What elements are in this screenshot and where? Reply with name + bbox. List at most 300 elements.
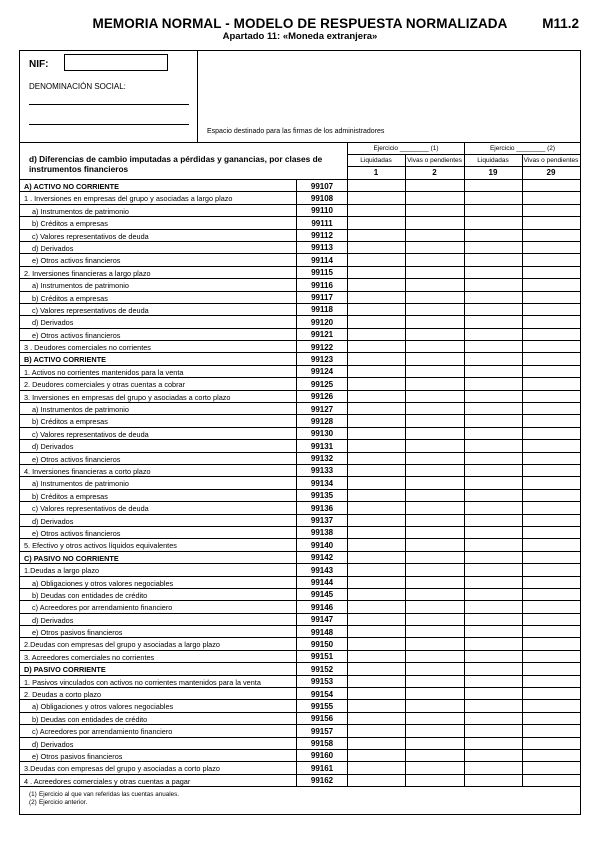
input-cell[interactable] xyxy=(405,415,464,426)
row-code: 99131 xyxy=(296,440,347,451)
input-cell[interactable] xyxy=(405,403,464,414)
input-cell[interactable] xyxy=(347,180,405,191)
input-cell[interactable] xyxy=(347,564,405,575)
input-cell[interactable] xyxy=(347,391,405,402)
input-cell[interactable] xyxy=(464,192,522,203)
input-cell[interactable] xyxy=(405,775,464,786)
input-cell[interactable] xyxy=(347,738,405,749)
row-label: 2. Deudores comerciales y otras cuentas a cobrar xyxy=(24,380,186,390)
row-label: b) Créditos a empresas xyxy=(32,491,108,501)
col-liquidadas-1: Liquidadas xyxy=(360,157,392,164)
row-code: 99123 xyxy=(296,353,347,364)
input-cell[interactable] xyxy=(405,440,464,451)
section-title: d) Diferencias de cambio imputadas a pérdidas y ganancias, por clases de instrumentos financieros xyxy=(29,154,323,174)
table-row xyxy=(20,180,580,192)
input-cell[interactable] xyxy=(522,428,580,439)
input-cell[interactable] xyxy=(464,515,522,526)
input-cell[interactable] xyxy=(522,552,580,563)
input-cell[interactable] xyxy=(405,267,464,278)
input-cell[interactable] xyxy=(522,490,580,501)
input-cell[interactable] xyxy=(347,366,405,377)
input-cell[interactable] xyxy=(405,725,464,736)
table-row xyxy=(20,490,580,502)
col-vivas-1: Vivas o pendientes xyxy=(407,157,462,164)
input-cell[interactable] xyxy=(464,577,522,588)
input-cell[interactable] xyxy=(405,353,464,364)
input-cell[interactable] xyxy=(405,738,464,749)
input-cell[interactable] xyxy=(347,750,405,761)
input-cell[interactable] xyxy=(464,254,522,265)
input-cell[interactable] xyxy=(405,341,464,352)
input-cell[interactable] xyxy=(347,316,405,327)
row-label: b) Deudas con entidades de crédito xyxy=(32,714,148,724)
row-label: e) Otros pasivos financieros xyxy=(32,628,123,638)
input-cell[interactable] xyxy=(347,552,405,563)
row-code: 99124 xyxy=(296,366,347,377)
input-cell[interactable] xyxy=(464,651,522,662)
input-cell[interactable] xyxy=(464,217,522,228)
form-frame xyxy=(19,50,581,815)
input-cell[interactable] xyxy=(405,527,464,538)
row-label: 3. Acreedores comerciales no corrientes xyxy=(24,652,155,662)
input-cell[interactable] xyxy=(522,539,580,550)
input-cell[interactable] xyxy=(464,267,522,278)
input-cell[interactable] xyxy=(405,750,464,761)
input-cell[interactable] xyxy=(522,440,580,451)
input-cell[interactable] xyxy=(464,292,522,303)
table-row xyxy=(20,366,580,378)
input-cell[interactable] xyxy=(405,428,464,439)
input-cell[interactable] xyxy=(464,242,522,253)
table-row xyxy=(20,217,580,229)
table-row xyxy=(20,279,580,291)
input-cell[interactable] xyxy=(347,527,405,538)
input-cell[interactable] xyxy=(347,403,405,414)
input-cell[interactable] xyxy=(522,391,580,402)
table-row xyxy=(20,304,580,316)
table-row xyxy=(20,676,580,688)
row-label: d) Derivados xyxy=(32,615,74,625)
input-cell[interactable] xyxy=(522,329,580,340)
input-cell[interactable] xyxy=(347,415,405,426)
input-cell[interactable] xyxy=(464,415,522,426)
row-code: 99145 xyxy=(296,589,347,600)
input-cell[interactable] xyxy=(522,378,580,389)
input-cell[interactable] xyxy=(347,614,405,625)
input-cell[interactable] xyxy=(347,279,405,290)
input-cell[interactable] xyxy=(347,378,405,389)
table-row xyxy=(20,502,580,514)
table-row xyxy=(20,341,580,353)
input-cell[interactable] xyxy=(522,304,580,315)
row-code: 99112 xyxy=(296,230,347,241)
input-cell[interactable] xyxy=(405,564,464,575)
row-code: 99158 xyxy=(296,738,347,749)
input-cell[interactable] xyxy=(405,614,464,625)
row-code: 99140 xyxy=(296,539,347,550)
input-cell[interactable] xyxy=(405,279,464,290)
row-code: 99117 xyxy=(296,292,347,303)
input-cell[interactable] xyxy=(522,638,580,649)
row-label: c) Acreedores por arrendamiento financiero xyxy=(32,727,173,737)
row-code: 99127 xyxy=(296,403,347,414)
input-cell[interactable] xyxy=(347,440,405,451)
input-cell[interactable] xyxy=(405,391,464,402)
input-cell[interactable] xyxy=(464,589,522,600)
input-cell[interactable] xyxy=(347,304,405,315)
input-cell[interactable] xyxy=(522,713,580,724)
row-code: 99113 xyxy=(296,242,347,253)
input-cell[interactable] xyxy=(405,304,464,315)
row-code: 99126 xyxy=(296,391,347,402)
input-cell[interactable] xyxy=(464,428,522,439)
input-cell[interactable] xyxy=(522,254,580,265)
input-cell[interactable] xyxy=(347,341,405,352)
table-row xyxy=(20,477,580,489)
row-label: 1.Deudas a largo plazo xyxy=(24,566,100,576)
row-code: 99135 xyxy=(296,490,347,501)
input-cell[interactable] xyxy=(522,192,580,203)
input-cell[interactable] xyxy=(347,638,405,649)
row-label: d) Derivados xyxy=(32,442,74,452)
input-cell[interactable] xyxy=(347,242,405,253)
row-label: d) Derivados xyxy=(32,739,74,749)
input-cell[interactable] xyxy=(405,626,464,637)
input-cell[interactable] xyxy=(522,601,580,612)
input-cell[interactable] xyxy=(347,700,405,711)
table-row xyxy=(20,725,580,737)
input-cell[interactable] xyxy=(347,651,405,662)
input-cell[interactable] xyxy=(522,564,580,575)
footnote: (2) Ejercicio anterior. xyxy=(29,799,88,806)
input-cell[interactable] xyxy=(347,775,405,786)
company-identification xyxy=(20,51,198,142)
denominacion-field-line-2[interactable] xyxy=(29,124,189,125)
input-cell[interactable] xyxy=(464,638,522,649)
table-row xyxy=(20,552,580,564)
input-cell[interactable] xyxy=(405,700,464,711)
input-cell[interactable] xyxy=(522,527,580,538)
input-cell[interactable] xyxy=(347,329,405,340)
row-label: a) Instrumentos de patrimonio xyxy=(32,281,129,291)
table-row xyxy=(20,403,580,415)
input-cell[interactable] xyxy=(522,415,580,426)
input-cell[interactable] xyxy=(522,279,580,290)
input-cell[interactable] xyxy=(522,762,580,773)
input-cell[interactable] xyxy=(522,750,580,761)
denominacion-field-line-1[interactable] xyxy=(29,104,189,105)
input-cell[interactable] xyxy=(522,453,580,464)
row-label: c) Acreedores por arrendamiento financiero xyxy=(32,603,173,613)
input-cell[interactable] xyxy=(522,180,580,191)
row-label: B) ACTIVO CORRIENTE xyxy=(24,355,107,365)
input-cell[interactable] xyxy=(464,626,522,637)
input-cell[interactable] xyxy=(347,353,405,364)
input-cell[interactable] xyxy=(405,552,464,563)
row-code: 99107 xyxy=(296,180,347,191)
input-cell[interactable] xyxy=(464,738,522,749)
input-cell[interactable] xyxy=(405,465,464,476)
input-cell[interactable] xyxy=(405,477,464,488)
table-row xyxy=(20,738,580,750)
input-cell[interactable] xyxy=(522,589,580,600)
row-label: b) Créditos a empresas xyxy=(32,219,108,229)
input-cell[interactable] xyxy=(522,515,580,526)
input-cell[interactable] xyxy=(347,601,405,612)
input-cell[interactable] xyxy=(347,515,405,526)
input-cell[interactable] xyxy=(522,577,580,588)
input-cell[interactable] xyxy=(522,366,580,377)
table-row xyxy=(20,688,580,700)
input-cell[interactable] xyxy=(522,403,580,414)
table-row xyxy=(20,353,580,365)
company-box xyxy=(20,51,580,143)
input-cell[interactable] xyxy=(347,725,405,736)
row-code: 99134 xyxy=(296,477,347,488)
input-cell[interactable] xyxy=(405,601,464,612)
input-cell[interactable] xyxy=(464,366,522,377)
input-cell[interactable] xyxy=(347,230,405,241)
input-cell[interactable] xyxy=(347,676,405,687)
input-cell[interactable] xyxy=(464,614,522,625)
input-cell[interactable] xyxy=(347,292,405,303)
input-cell[interactable] xyxy=(347,477,405,488)
table-row xyxy=(20,614,580,626)
row-label: c) Valores representativos de deuda xyxy=(32,504,149,514)
row-code: 99157 xyxy=(296,725,347,736)
table-row xyxy=(20,601,580,613)
input-cell[interactable] xyxy=(405,254,464,265)
input-cell[interactable] xyxy=(347,539,405,550)
input-cell[interactable] xyxy=(522,341,580,352)
row-label: C) PASIVO NO CORRIENTE xyxy=(24,553,119,563)
table-row xyxy=(20,638,580,650)
table-row xyxy=(20,713,580,725)
table-row xyxy=(20,440,580,452)
input-cell[interactable] xyxy=(464,688,522,699)
input-cell[interactable] xyxy=(464,552,522,563)
input-cell[interactable] xyxy=(464,676,522,687)
input-cell[interactable] xyxy=(405,180,464,191)
input-cell[interactable] xyxy=(522,676,580,687)
input-cell[interactable] xyxy=(347,589,405,600)
input-cell[interactable] xyxy=(347,626,405,637)
input-cell[interactable] xyxy=(405,230,464,241)
nif-field[interactable] xyxy=(64,54,168,71)
row-label: d) Derivados xyxy=(32,516,74,526)
input-cell[interactable] xyxy=(405,539,464,550)
input-cell[interactable] xyxy=(347,688,405,699)
row-label: b) Créditos a empresas xyxy=(32,293,108,303)
input-cell[interactable] xyxy=(464,477,522,488)
table-row xyxy=(20,700,580,712)
row-label: a) Instrumentos de patrimonio xyxy=(32,206,129,216)
row-code: 99148 xyxy=(296,626,347,637)
input-cell[interactable] xyxy=(347,217,405,228)
input-cell[interactable] xyxy=(464,440,522,451)
input-cell[interactable] xyxy=(522,738,580,749)
model-code: M11.2 xyxy=(542,16,579,31)
input-cell[interactable] xyxy=(464,341,522,352)
input-cell[interactable] xyxy=(464,700,522,711)
table-row xyxy=(20,428,580,440)
input-cell[interactable] xyxy=(405,366,464,377)
row-label: 3 . Deudores comerciales no corrientes xyxy=(24,343,151,353)
input-cell[interactable] xyxy=(464,490,522,501)
input-cell[interactable] xyxy=(347,713,405,724)
row-code: 99160 xyxy=(296,750,347,761)
row-code: 99151 xyxy=(296,651,347,662)
input-cell[interactable] xyxy=(347,762,405,773)
input-cell[interactable] xyxy=(405,688,464,699)
input-cell[interactable] xyxy=(347,577,405,588)
row-code: 99153 xyxy=(296,676,347,687)
input-cell[interactable] xyxy=(405,502,464,513)
row-code: 99110 xyxy=(296,205,347,216)
input-cell[interactable] xyxy=(522,651,580,662)
row-label: e) Otros activos financieros xyxy=(32,528,121,538)
row-label: 2.Deudas con empresas del grupo y asociadas a largo plazo xyxy=(24,640,220,650)
input-cell[interactable] xyxy=(464,230,522,241)
table-row xyxy=(20,316,580,328)
input-cell[interactable] xyxy=(405,453,464,464)
input-cell[interactable] xyxy=(405,292,464,303)
input-cell[interactable] xyxy=(464,539,522,550)
input-cell[interactable] xyxy=(522,316,580,327)
input-cell[interactable] xyxy=(464,180,522,191)
input-cell[interactable] xyxy=(522,230,580,241)
input-cell[interactable] xyxy=(464,775,522,786)
input-cell[interactable] xyxy=(464,279,522,290)
input-cell[interactable] xyxy=(464,205,522,216)
input-cell[interactable] xyxy=(347,192,405,203)
input-cell[interactable] xyxy=(405,651,464,662)
input-cell[interactable] xyxy=(522,502,580,513)
input-cell[interactable] xyxy=(405,490,464,501)
input-cell[interactable] xyxy=(522,217,580,228)
row-code: 99125 xyxy=(296,378,347,389)
row-code: 99142 xyxy=(296,552,347,563)
row-label: d) Derivados xyxy=(32,243,74,253)
input-cell[interactable] xyxy=(464,713,522,724)
row-code: 99128 xyxy=(296,415,347,426)
row-code: 99154 xyxy=(296,688,347,699)
row-code: 99114 xyxy=(296,254,347,265)
input-cell[interactable] xyxy=(405,577,464,588)
input-cell[interactable] xyxy=(405,217,464,228)
input-cell[interactable] xyxy=(405,762,464,773)
input-cell[interactable] xyxy=(347,502,405,513)
table-row xyxy=(20,539,580,551)
input-cell[interactable] xyxy=(347,490,405,501)
input-cell[interactable] xyxy=(522,477,580,488)
input-cell[interactable] xyxy=(464,725,522,736)
input-cell[interactable] xyxy=(464,353,522,364)
input-cell[interactable] xyxy=(464,378,522,389)
input-cell[interactable] xyxy=(347,465,405,476)
table-row xyxy=(20,663,580,675)
input-cell[interactable] xyxy=(464,601,522,612)
input-cell[interactable] xyxy=(347,267,405,278)
input-cell[interactable] xyxy=(405,663,464,674)
row-code: 99121 xyxy=(296,329,347,340)
input-cell[interactable] xyxy=(522,775,580,786)
input-cell[interactable] xyxy=(522,700,580,711)
input-cell[interactable] xyxy=(522,267,580,278)
row-label: a) Instrumentos de patrimonio xyxy=(32,405,129,415)
input-cell[interactable] xyxy=(464,564,522,575)
input-cell[interactable] xyxy=(464,502,522,513)
row-label: a) Obligaciones y otros valores negociables xyxy=(32,702,174,712)
row-label: d) Derivados xyxy=(32,318,74,328)
input-cell[interactable] xyxy=(522,614,580,625)
nif-label: NIF: xyxy=(29,59,49,70)
input-cell[interactable] xyxy=(522,663,580,674)
table-row xyxy=(20,626,580,638)
input-cell[interactable] xyxy=(522,353,580,364)
page-title: MEMORIA NORMAL - MODELO DE RESPUESTA NORMALIZADA xyxy=(92,16,508,31)
input-cell[interactable] xyxy=(464,750,522,761)
input-cell[interactable] xyxy=(464,762,522,773)
input-cell[interactable] xyxy=(464,403,522,414)
input-cell[interactable] xyxy=(464,465,522,476)
row-code: 99108 xyxy=(296,192,347,203)
row-code: 99111 xyxy=(296,217,347,228)
input-cell[interactable] xyxy=(522,688,580,699)
input-cell[interactable] xyxy=(405,329,464,340)
table-row xyxy=(20,329,580,341)
input-cell[interactable] xyxy=(522,205,580,216)
input-cell[interactable] xyxy=(347,254,405,265)
input-cell[interactable] xyxy=(347,453,405,464)
footnote: (1) Ejercicio al que van referidas las cuentas anuales. xyxy=(29,791,180,798)
input-cell[interactable] xyxy=(347,663,405,674)
input-cell[interactable] xyxy=(464,304,522,315)
row-label: 2. Inversiones financieras a largo plazo xyxy=(24,268,151,278)
input-cell[interactable] xyxy=(405,205,464,216)
input-cell[interactable] xyxy=(405,242,464,253)
row-code: 99152 xyxy=(296,663,347,674)
input-cell[interactable] xyxy=(464,663,522,674)
input-cell[interactable] xyxy=(405,316,464,327)
input-cell[interactable] xyxy=(464,527,522,538)
input-cell[interactable] xyxy=(522,626,580,637)
col-num-19: 19 xyxy=(488,168,498,177)
row-code: 99156 xyxy=(296,713,347,724)
input-cell[interactable] xyxy=(464,391,522,402)
input-cell[interactable] xyxy=(405,378,464,389)
input-cell[interactable] xyxy=(522,242,580,253)
input-cell[interactable] xyxy=(347,428,405,439)
table-row xyxy=(20,465,580,477)
input-cell[interactable] xyxy=(522,465,580,476)
input-cell[interactable] xyxy=(522,292,580,303)
input-cell[interactable] xyxy=(464,453,522,464)
row-label: e) Otros activos financieros xyxy=(32,454,121,464)
input-cell[interactable] xyxy=(347,205,405,216)
input-cell[interactable] xyxy=(405,515,464,526)
input-cell[interactable] xyxy=(405,713,464,724)
input-cell[interactable] xyxy=(464,329,522,340)
input-cell[interactable] xyxy=(522,725,580,736)
input-cell[interactable] xyxy=(405,589,464,600)
row-code: 99146 xyxy=(296,601,347,612)
input-cell[interactable] xyxy=(405,192,464,203)
table-row xyxy=(20,577,580,589)
input-cell[interactable] xyxy=(405,676,464,687)
input-cell[interactable] xyxy=(464,316,522,327)
input-cell[interactable] xyxy=(405,638,464,649)
